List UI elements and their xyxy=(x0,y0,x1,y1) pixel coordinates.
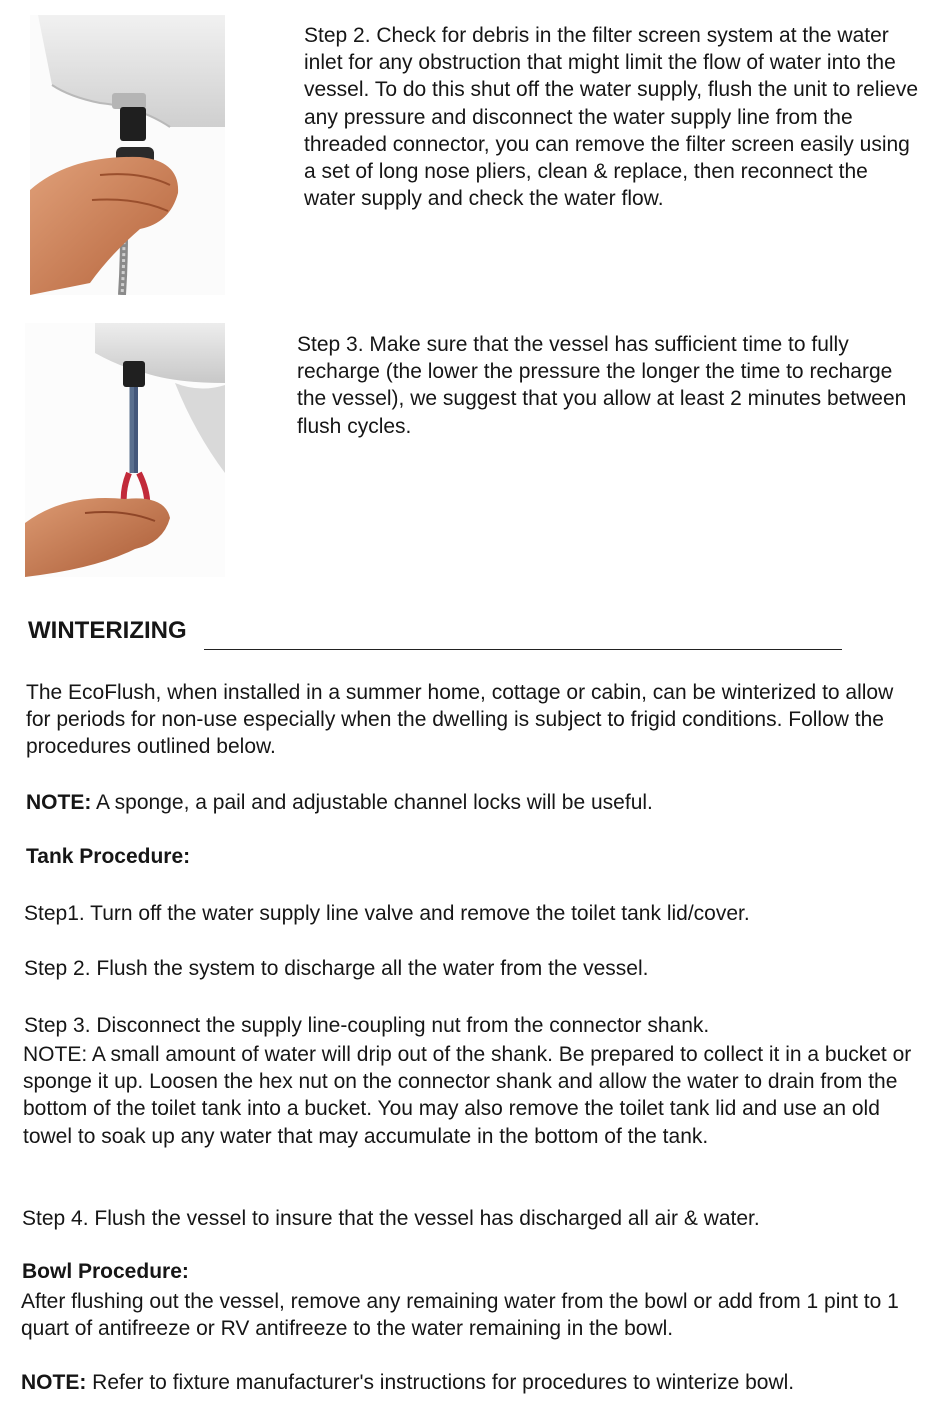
step3-recharge-text: Step 3. Make sure that the vessel has sufficient time to fully recharge (the lower the pressure the longer the time to recharge the vessel), we suggest that you allow at least 2 minutes between flush cycles. xyxy=(297,333,907,438)
tank-step1: Step1. Turn off the water supply line valve and remove the toilet tank lid/cover. xyxy=(24,902,750,925)
tank-procedure-heading: Tank Procedure: xyxy=(26,845,191,868)
final-note xyxy=(21,1369,901,1396)
bowl-procedure-heading: Bowl Procedure: xyxy=(22,1260,189,1283)
step2-filter-screen-text: Step 2. Check for debris in the filter screen system at the water inlet for any obstruction that might limit the flow of water into the vessel. To do this shut off the water supply, flush the unit to relieve any pressure and disconnect the water supply line from the threaded connector, you can remove the filter screen easily using a set of long nose pliers, clean & replace, then reconnect the water supply and check the water flow. xyxy=(304,24,919,211)
supplies-note xyxy=(26,789,906,816)
pliers-illustration xyxy=(25,323,225,577)
winterizing-intro: The EcoFlush, when installed in a summer home, cottage or cabin, can be winterized to allow for periods for non-use especially when the dwelling is subject to frigid conditions. Follow the procedures outlined below. xyxy=(26,681,894,759)
winterizing-title: WINTERIZING xyxy=(28,617,187,644)
final-note-label: NOTE: xyxy=(21,1371,87,1394)
supplies-note-label: NOTE: xyxy=(26,791,92,814)
winterizing-heading xyxy=(28,617,848,655)
tank-step2: Step 2. Flush the system to discharge all the water from the vessel. xyxy=(24,957,649,980)
tank-step3: Step 3. Disconnect the supply line-coupling nut from the connector shank. xyxy=(24,1014,710,1037)
tank-step4: Step 4. Flush the vessel to insure that the vessel has discharged all air & water. xyxy=(22,1207,760,1230)
tank-step3-note: NOTE: A small amount of water will drip out of the shank. Be prepared to collect it in a bucket or sponge it up. Loosen the hex nut on the connector shank and allow the water to drain from the bottom of the toilet tank into a bucket. You may also remove the toilet tank lid and use an old towel to soak up any water that may accumulate in the bottom of the tank. xyxy=(23,1043,912,1148)
supplies-note-text: A sponge, a pail and adjustable channel locks will be useful. xyxy=(91,791,653,814)
supply-line-illustration xyxy=(30,15,225,295)
bowl-procedure-text: After flushing out the vessel, remove any remaining water from the bowl or add from 1 pint to 1 quart of antifreeze or RV antifreeze to the water remaining in the bowl. xyxy=(21,1290,899,1341)
photo-disconnect-supply-line xyxy=(30,15,225,295)
photo-pliers-filter-screen xyxy=(25,323,225,577)
heading-underline xyxy=(204,649,842,650)
final-note-text: Refer to fixture manufacturer's instructions for procedures to winterize bowl. xyxy=(86,1371,795,1394)
